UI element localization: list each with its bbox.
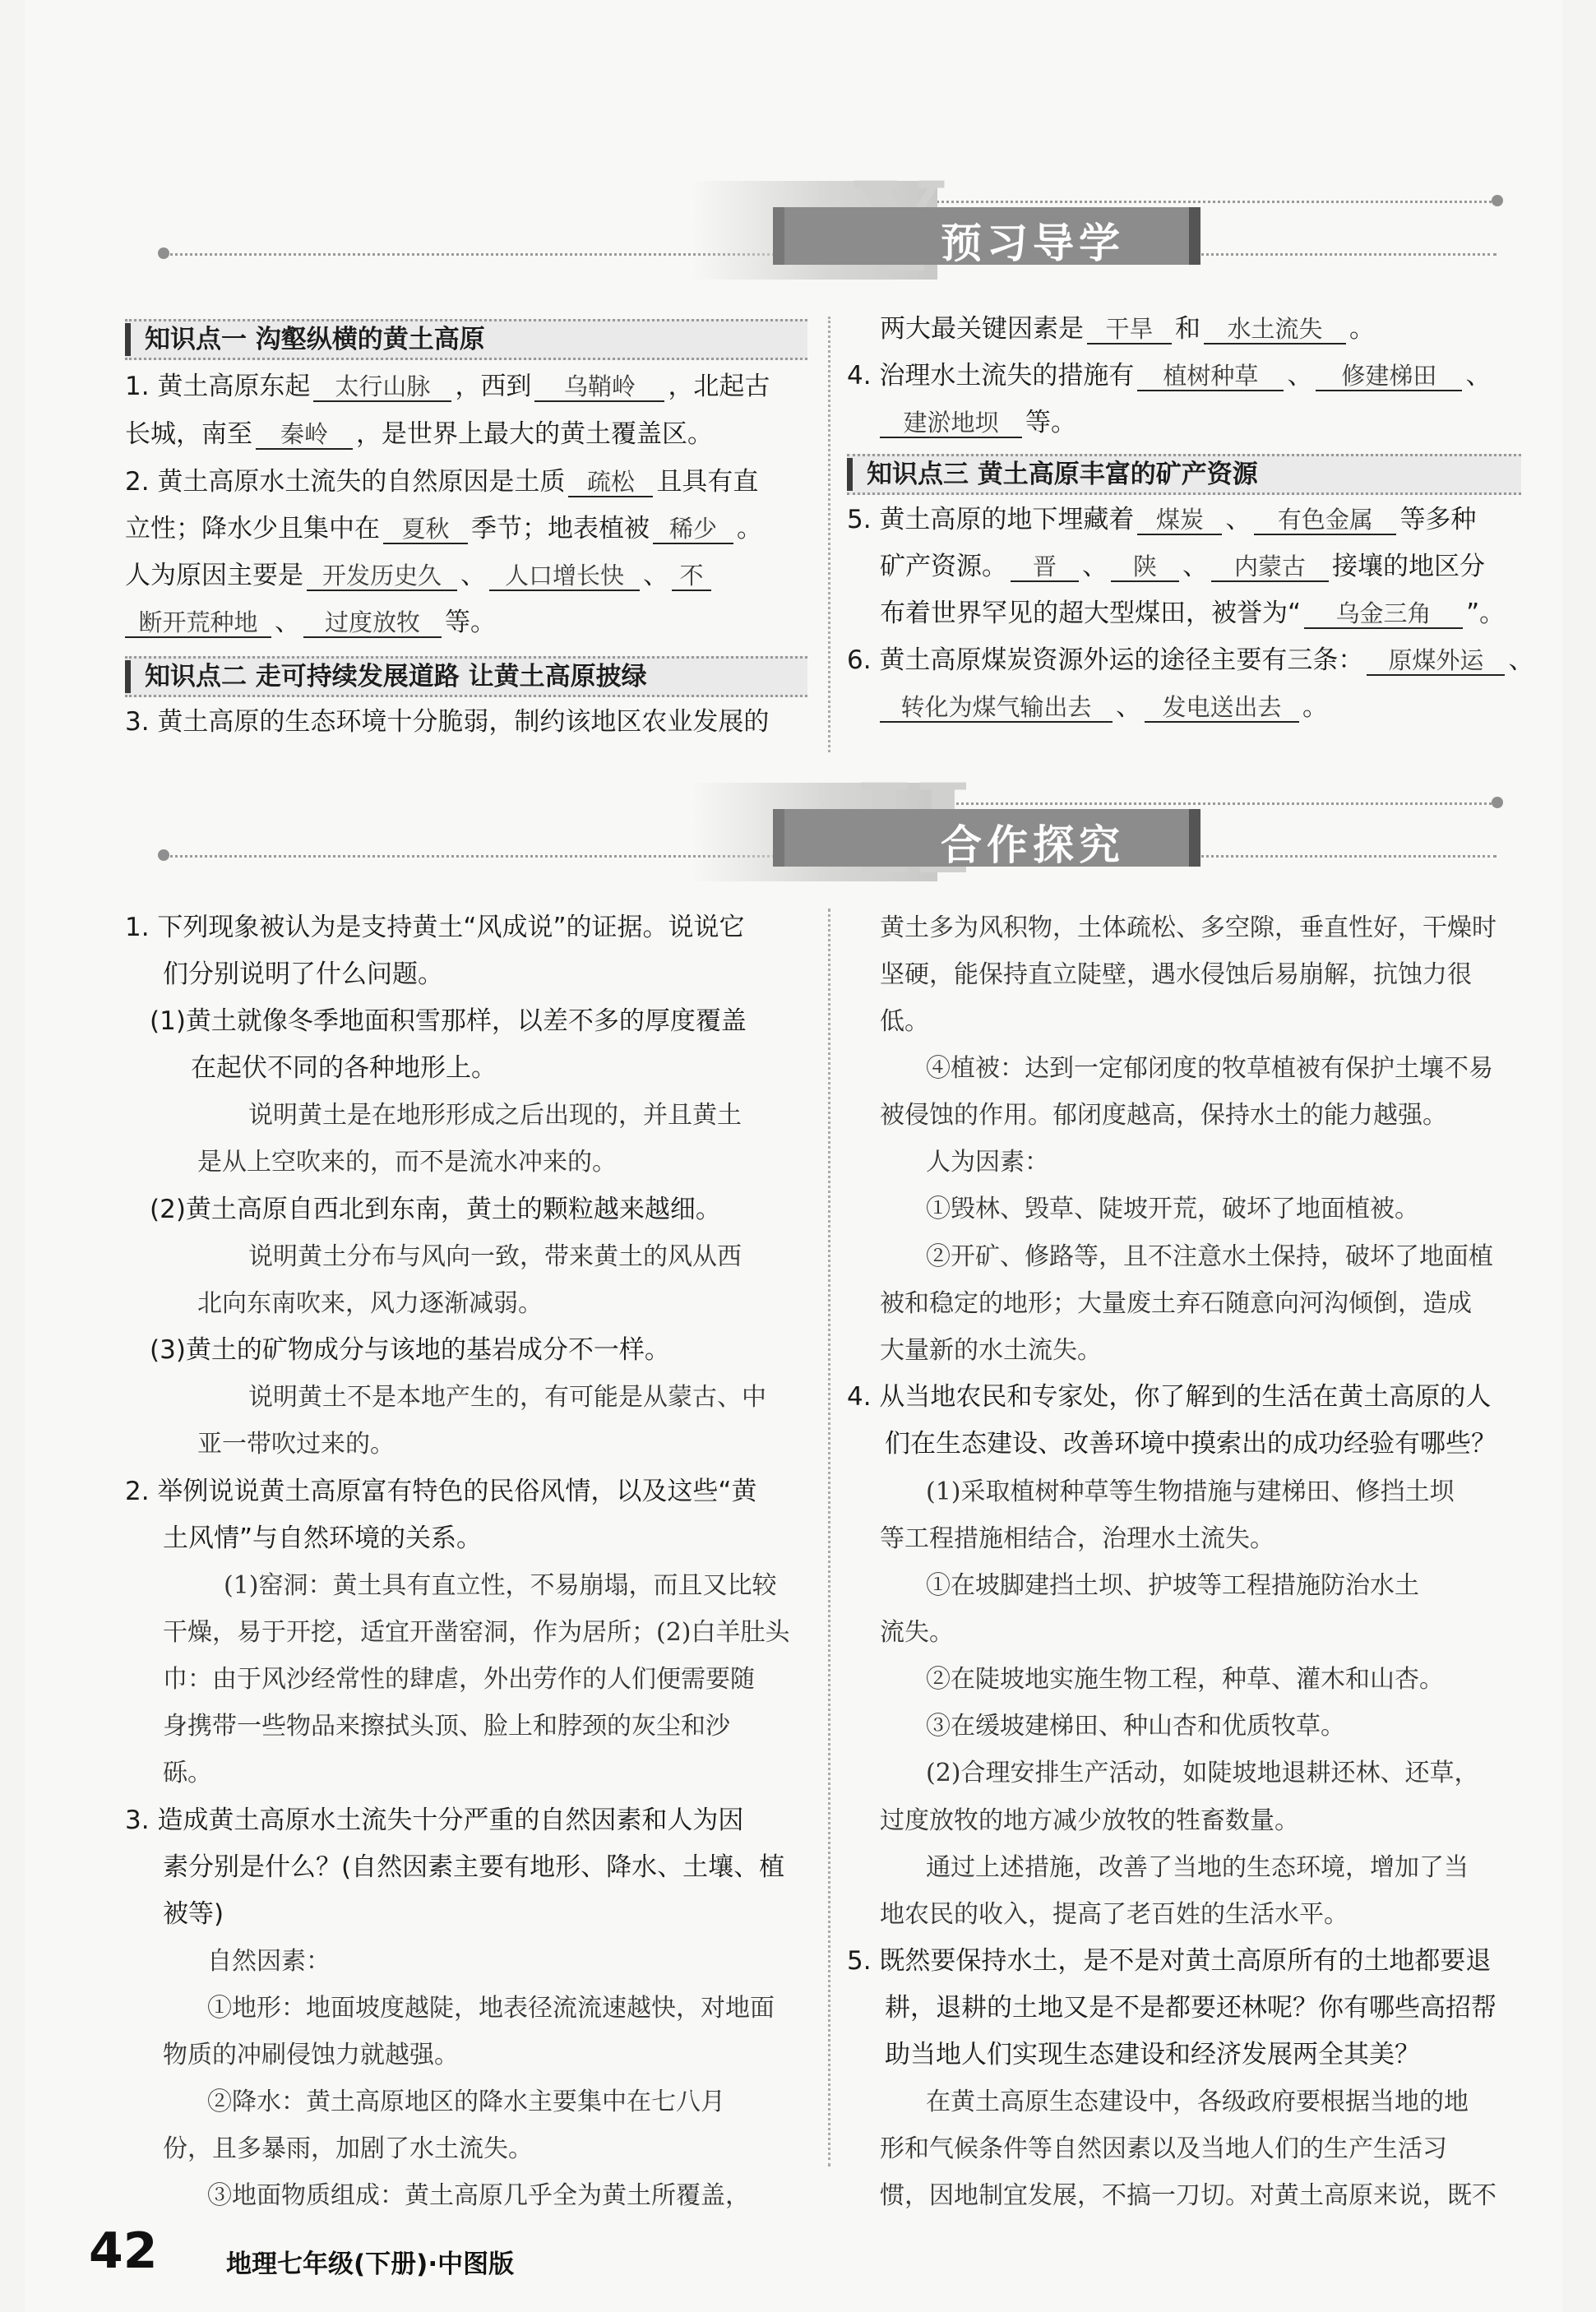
answer-line: 被和稳定的地形；大量废土弃石随意向河沟倾倒，造成 bbox=[880, 1289, 1472, 1318]
knowledge-point-heading: 知识点一 沟壑纵横的黄土高原 bbox=[125, 319, 807, 360]
question-line: (3)黄土的矿物成分与该地的基岩成分不一样。 bbox=[150, 1335, 670, 1365]
answer-line: 亚一带吹过来的。 bbox=[197, 1430, 395, 1459]
answer-line: 形和气候条件等自然因素以及当地人们的生产生活习 bbox=[880, 2134, 1447, 2163]
question-line: 1. 黄土高原东起 太行山脉 ，西到 乌鞘岭 ，北起古 bbox=[125, 372, 770, 401]
answer-line: ②降水：黄土高原地区的降水主要集中在七八月 bbox=[207, 2088, 725, 2116]
section-banner-preview bbox=[164, 189, 1497, 280]
answer-line: 通过上述措施，改善了当地的生态环境，增加了当 bbox=[926, 1853, 1469, 1882]
answer-line: ②在陡坡地实施生物工程，种草、灌木和山杏。 bbox=[926, 1665, 1444, 1694]
question-line: 断开荒种地 、 过度放牧 等。 bbox=[125, 606, 496, 639]
answer-line: 自然因素： bbox=[207, 1947, 331, 1976]
question-line: 2. 黄土高原水土流失的自然原因是土质 疏松 且具有直 bbox=[125, 467, 759, 497]
answer-line: 北向东南吹来，风力逐渐减弱。 bbox=[197, 1289, 543, 1318]
answer-line: ④植被：达到一定郁闭度的牧草植被有保护土壤不易 bbox=[926, 1054, 1493, 1083]
section-title-preview: 预习导学 bbox=[941, 220, 1125, 267]
question-line: 布着世界罕见的超大型煤田，被誉为“ 乌金三角 ”。 bbox=[880, 599, 1506, 628]
answer-line: ②开矿、修路等，且不注意水土保持，破坏了地面植 bbox=[926, 1242, 1493, 1271]
section-title-explore: 合作探究 bbox=[941, 821, 1125, 869]
answer-line: 人为因素： bbox=[926, 1148, 1049, 1177]
column-divider bbox=[828, 909, 830, 2166]
answer-line: 坚硬，能保持直立陡壁，遇水侵蚀后易崩解，抗蚀力很 bbox=[880, 960, 1472, 989]
question-line: 转化为煤气输出去 、 发电送出去 。 bbox=[880, 691, 1328, 724]
question-line: 矿产资源。 晋 、 陕 、 内蒙古 接壤的地区分 bbox=[880, 552, 1485, 581]
answer-line: 被侵蚀的作用。郁闭度越高，保持水土的能力越强。 bbox=[880, 1101, 1447, 1130]
question-line: 们在生态建设、改善环境中摸索出的成功经验有哪些？ bbox=[885, 1429, 1497, 1459]
question-line: 两大最关键因素是 干旱 和 水土流失 。 bbox=[880, 314, 1375, 344]
question-line: 助当地人们实现生态建设和经济发展两全其美？ bbox=[885, 2040, 1420, 2069]
question-line: 们分别说明了什么问题。 bbox=[163, 959, 443, 989]
question-line: 立性；降水少且集中在 夏秋 季节；地表植被 稀少 。 bbox=[125, 514, 762, 543]
answer-line: 等工程措施相结合，治理水土流失。 bbox=[880, 1524, 1274, 1553]
question-line: (1)黄土就像冬季地面积雪那样，以差不多的厚度覆盖 bbox=[150, 1006, 747, 1036]
answer-line: 地农民的收入，提高了老百姓的生活水平。 bbox=[880, 1900, 1349, 1929]
question-line: 4. 治理水土流失的措施有 植树种草 、 修建梯田 、 bbox=[847, 361, 1492, 391]
question-line: 6. 黄土高原煤炭资源外运的途径主要有三条： 原煤外运 、 bbox=[847, 645, 1534, 675]
answer-line: 身携带一些物品来擦拭头顶、脸上和脖颈的灰尘和沙 bbox=[163, 1712, 730, 1741]
question-line: 素分别是什么？(自然因素主要有地形、降水、土壤、植 bbox=[163, 1852, 785, 1882]
question-line: 2. 举例说说黄土高原富有特色的民俗风情，以及这些“黄 bbox=[125, 1477, 757, 1506]
answer-line: (1)采取植树种草等生物措施与建梯田、修挡土坝 bbox=[926, 1477, 1455, 1506]
answer-line: ①在坡脚建挡土坝、护坡等工程措施防治水土 bbox=[926, 1571, 1419, 1600]
answer-line: ①毁林、毁草、陡坡开荒，破坏了地面植被。 bbox=[926, 1195, 1419, 1223]
answer-line: 黄土多为风积物，土体疏松、多空隙，垂直性好，干燥时 bbox=[880, 913, 1497, 942]
question-line: 3. 黄土高原的生态环境十分脆弱，制约该地区农业发展的 bbox=[125, 707, 770, 737]
answer-line: 大量新的水土流失。 bbox=[880, 1336, 1102, 1365]
column-divider bbox=[828, 317, 830, 752]
question-line: 土风情”与自然环境的关系。 bbox=[163, 1524, 483, 1553]
page-number: 42 bbox=[89, 2222, 158, 2280]
answer-line: 份，且多暴雨，加剧了水土流失。 bbox=[163, 2134, 533, 2163]
question-line: 长城，南至 秦岭 ，是世界上最大的黄土覆盖区。 bbox=[125, 419, 713, 449]
question-line: 1. 下列现象被认为是支持黄土“风成说”的证据。说说它 bbox=[125, 913, 745, 942]
answer-line: 是从上空吹来的，而不是流水冲来的。 bbox=[197, 1148, 617, 1177]
answer-line: 低。 bbox=[880, 1007, 929, 1036]
answer-line: (1)窑洞：黄土具有直立性，不易崩塌，而且又比较 bbox=[224, 1571, 777, 1600]
answer-line: 在黄土高原生态建设中，各级政府要根据当地的地 bbox=[926, 2088, 1469, 2116]
knowledge-point-heading: 知识点二 走可持续发展道路 让黄土高原披绿 bbox=[125, 656, 807, 697]
answer-line: ③地面物质组成：黄土高原几乎全为黄土所覆盖， bbox=[207, 2181, 750, 2210]
question-line: 5. 黄土高原的地下埋藏着 煤炭 、 有色金属 等多种 bbox=[847, 505, 1477, 534]
question-line: 4. 从当地农民和专家处，你了解到的生活在黄土高原的人 bbox=[847, 1382, 1492, 1412]
answer-line: 巾：由于风沙经常性的肆虐，外出劳作的人们便需要随 bbox=[163, 1665, 755, 1694]
question-line: 在起伏不同的各种地形上。 bbox=[191, 1053, 497, 1083]
answer-line: 砾。 bbox=[163, 1759, 212, 1787]
answer-line: 物质的冲刷侵蚀力就越强。 bbox=[163, 2041, 459, 2069]
answer-line: 干燥，易于开挖，适宜开凿窑洞，作为居所；(2)白羊肚头 bbox=[163, 1618, 790, 1647]
answer-line: (2)合理安排生产活动，如陡坡地退耕还林、还草， bbox=[926, 1759, 1479, 1787]
question-line: 耕，退耕的土地又是不是都要还林呢？你有哪些高招帮 bbox=[885, 1993, 1497, 2023]
answer-line: 惯，因地制宜发展，不搞一刀切。对黄土高原来说，既不 bbox=[880, 2181, 1497, 2210]
knowledge-point-heading: 知识点三 黄土高原丰富的矿产资源 bbox=[847, 454, 1521, 495]
question-line: 5. 既然要保持水土，是不是对黄土高原所有的土地都要退 bbox=[847, 1946, 1492, 1976]
answer-line: ①地形：地面坡度越陡，地表径流流速越快，对地面 bbox=[207, 1994, 775, 2023]
answer-line: 过度放牧的地方减少放牧的牲畜数量。 bbox=[880, 1806, 1299, 1835]
question-line: (2)黄土高原自西北到东南，黄土的颗粒越来越细。 bbox=[150, 1195, 721, 1224]
answer-line: 说明黄土分布与风向一致，带来黄土的风从西 bbox=[248, 1242, 742, 1271]
section-banner-explore bbox=[164, 791, 1497, 881]
question-line: 被等) bbox=[163, 1899, 224, 1929]
answer-line: ③在缓坡建梯田、种山杏和优质牧草。 bbox=[926, 1712, 1345, 1741]
book-title: 地理七年级(下册)·中图版 bbox=[226, 2250, 515, 2279]
answer-line: 说明黄土是在地形形成之后出现的，并且黄土 bbox=[248, 1101, 742, 1130]
question-line: 建淤地坝 等。 bbox=[880, 406, 1076, 439]
answer-line: 说明黄土不是本地产生的，有可能是从蒙古、中 bbox=[248, 1383, 766, 1412]
question-line: 3. 造成黄土高原水土流失十分严重的自然因素和人为因 bbox=[125, 1806, 744, 1835]
answer-line: 流失。 bbox=[880, 1618, 954, 1647]
question-line: 人为原因主要是 开发历史久 、 人口增长快 、 不 bbox=[125, 559, 715, 592]
